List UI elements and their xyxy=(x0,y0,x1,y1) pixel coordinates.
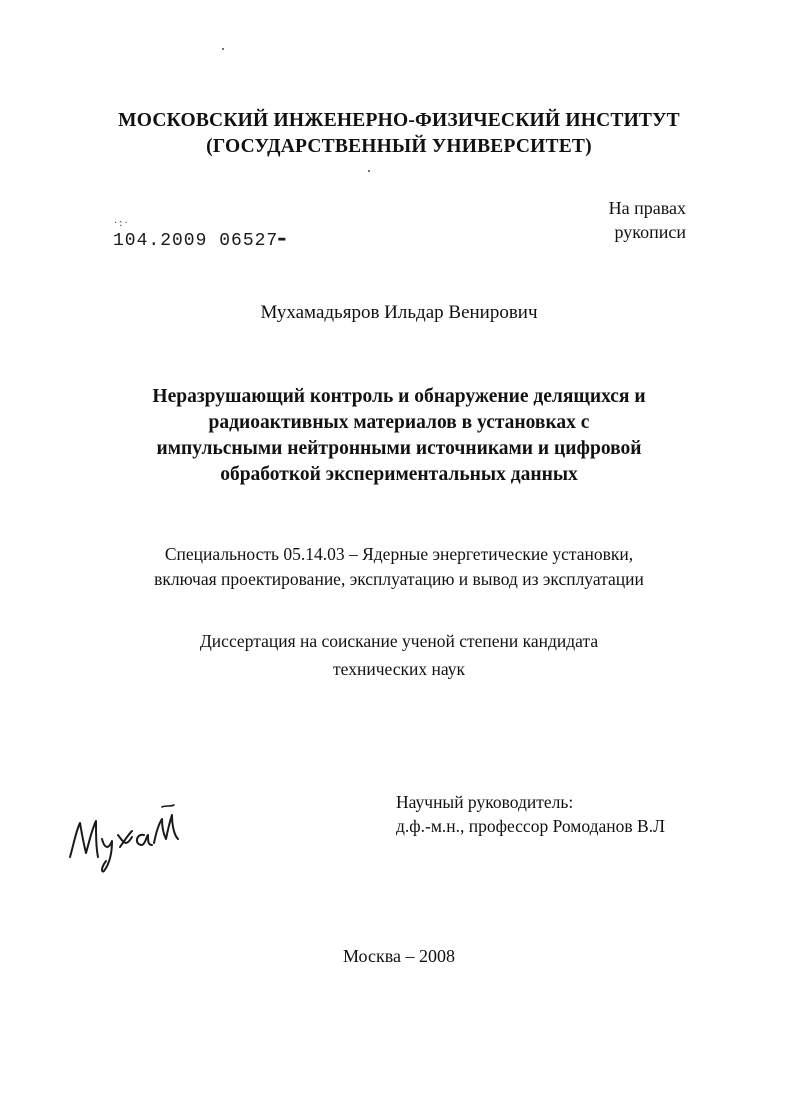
stamp-marks: ·:· xyxy=(114,218,130,229)
manuscript-rights xyxy=(560,196,686,244)
handwritten-signature xyxy=(62,795,182,875)
author-name: Мухамадьяров Ильдар Венирович xyxy=(260,302,538,323)
rights-line-1: На правах xyxy=(608,198,686,218)
scan-speck xyxy=(368,170,370,172)
title-line: радиоактивных материалов в установках с xyxy=(208,412,590,433)
scan-speck xyxy=(222,48,224,50)
institute-status: (ГОСУДАРСТВЕННЫЙ УНИВЕРСИТЕТ) xyxy=(206,136,592,157)
rights-line-2: рукописи xyxy=(614,222,686,242)
specialty-line-2: включая проектирование, эксплуатацию и вывод из эксплуатации xyxy=(154,569,644,589)
specialty-block xyxy=(0,542,798,592)
registration-stamp xyxy=(113,231,286,251)
specialty-line-1: Специальность 05.14.03 – Ядерные энергетические установки, xyxy=(164,544,634,564)
stamp-mark: ▬ xyxy=(278,231,287,245)
institute-name: МОСКОВСКИЙ ИНЖЕНЕРНО-ФИЗИЧЕСКИЙ ИНСТИТУТ xyxy=(118,110,680,131)
advisor-name: д.ф.-м.н., профессор Ромоданов В.Л xyxy=(396,816,665,836)
degree-line-1: Диссертация на соискание ученой степени кандидата xyxy=(199,631,599,651)
scientific-advisor xyxy=(396,790,736,838)
degree-block xyxy=(0,627,798,683)
dissertation-title xyxy=(0,384,798,488)
degree-line-2: технических наук xyxy=(333,659,465,679)
city-year: Москва – 2008 xyxy=(343,946,455,966)
stamp-number: 104.2009 06527 xyxy=(113,231,279,251)
title-line: Неразрушающий контроль и обнаружение делящихся и xyxy=(152,386,646,407)
title-line: обработкой экспериментальных данных xyxy=(220,464,578,485)
advisor-label: Научный руководитель: xyxy=(396,792,574,812)
title-line: импульсными нейтронными источниками и цифровой xyxy=(156,438,642,459)
institute-heading xyxy=(0,108,798,160)
